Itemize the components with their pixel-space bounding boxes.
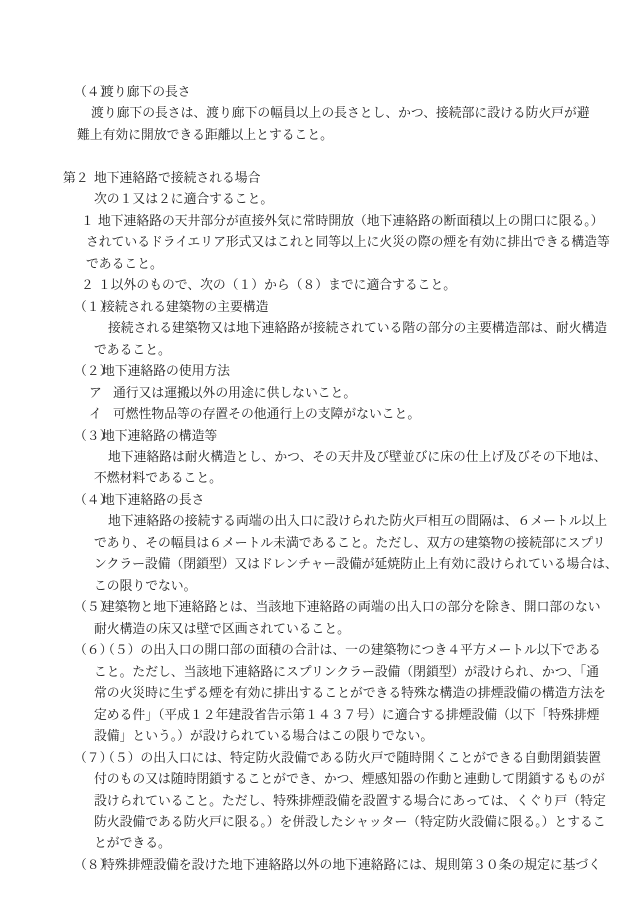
text-segment: （８）: [74, 857, 113, 872]
text-segment: 地下連絡路の接続する両端の出入口に設けられた防火戸相互の間隔は、６メートル以上: [108, 514, 608, 529]
document-line: [0, 232, 630, 253]
document-line: [0, 619, 630, 640]
document-line: [0, 426, 630, 447]
document-line: [0, 576, 630, 597]
document-line: [0, 597, 630, 618]
text-segment: 渡り廊下の長さは、渡り廊下の幅員以上の長さとし、かつ、接続部に設ける防火戸が避: [91, 106, 590, 121]
text-segment: （７）: [74, 750, 113, 765]
document-line: [0, 812, 630, 833]
text-segment: 第２: [63, 170, 89, 185]
text-segment: 地下連絡路で接続される場合: [94, 170, 261, 185]
text-segment: （５）の出入口には、特定防火設備である防火戸で随時開くことができる自動閉鎖装置: [102, 750, 602, 765]
text-segment: （４）: [74, 492, 113, 507]
document-line: [0, 404, 630, 425]
text-segment: ア: [89, 385, 102, 400]
text-segment: であること。: [86, 256, 163, 271]
document-line: [0, 511, 630, 532]
text-segment: 設備」という。）が設けられている場合はこの限りでない。: [94, 729, 434, 744]
text-segment: イ: [89, 407, 102, 422]
document-line: [0, 855, 630, 876]
text-segment: （１）: [74, 299, 113, 314]
document-line: [0, 254, 630, 275]
text-segment: 渡り廊下の長さ: [101, 85, 191, 99]
text-segment: 可燃性物品等の存置その他通行上の支障がないこと。: [113, 407, 421, 422]
text-segment: 特殊排煙設備を設けた地下連絡路以外の地下連絡路には、規則第３０条の規定に基づく: [102, 857, 602, 872]
text-segment: 設けられていること。ただし、特殊排煙設備を設置する場合にあっては、くぐり戸（特定: [94, 793, 606, 808]
document-line: [0, 640, 630, 661]
text-segment: 接続される建築物の主要構造: [102, 299, 269, 314]
text-segment: （２）: [74, 364, 113, 379]
document-line: [0, 683, 630, 704]
text-segment: １: [81, 213, 94, 228]
text-segment: 通行又は運搬以外の用途に供しないこと。: [113, 385, 357, 400]
document-line: [0, 168, 630, 189]
text-segment: ンクラー設備（閉鎖型）又はドレンチャー設備が延焼防止上有効に設けられている場合は、: [94, 557, 618, 572]
text-segment: （３）: [74, 428, 113, 443]
document-line: [0, 833, 630, 854]
text-segment: （６）: [74, 643, 113, 658]
text-segment: 地下連絡路の使用方法: [102, 364, 230, 379]
document-line: [0, 662, 630, 683]
document-line: [0, 748, 630, 769]
text-segment: 建築物と地下連絡路とは、当該地下連絡路の両端の出入口の部分を除き、開口部のない: [102, 600, 601, 615]
document-line: [0, 447, 630, 468]
document-line: [0, 726, 630, 747]
document-line: [0, 340, 630, 361]
document-line: [0, 769, 630, 790]
document-line: [0, 533, 630, 554]
text-segment: （５）: [74, 600, 113, 615]
document-line: [0, 361, 630, 382]
text-segment: 地下連絡路の天井部分が直接外気に常時開放（地下連絡路の断面積以上の開口に限る。）: [98, 213, 604, 228]
document-line: [0, 103, 630, 124]
text-segment: であり、その幅員は６メートル未満であること。ただし、双方の建築物の接続部にスプリ: [94, 535, 606, 550]
text-segment: 付のもの又は随時閉鎖することができ、かつ、煙感知器の作動と連動して閉鎖するものが: [94, 772, 605, 787]
text-segment: 次の１又は２に適合すること。: [94, 192, 274, 207]
document-line: [0, 383, 630, 404]
text-segment: 耐火構造の床又は壁で区画されていること。: [94, 621, 350, 636]
text-segment: （５）の出入口の開口部の面積の合計は、一の建築物につき４平方メートル以下である: [102, 643, 601, 658]
blank-line: [0, 146, 630, 167]
text-segment: この限りでない。: [94, 578, 197, 593]
document-line: [0, 318, 630, 339]
text-segment: 地下連絡路の長さ: [102, 492, 205, 507]
text-segment: こと。ただし、当該地下連絡路にスプリンクラー設備（閉鎖型）が設けられ、かつ、「通: [94, 664, 599, 679]
text-segment: 不燃材料であること。: [94, 471, 222, 486]
text-segment: 接続される建築物又は地下連絡路が接続されている階の部分の主要構造部は、耐火構造: [108, 321, 608, 336]
document-line: [0, 125, 630, 146]
text-segment: とができる。: [94, 836, 171, 851]
text-segment: されているドライエリア形式又はこれと同等以上に火災の際の煙を有効に排出できる構造等: [86, 235, 610, 250]
text-segment: 防火設備である防火戸に限る。）を併設したシャッター（特定防火設備に限る。）とするこ: [94, 814, 606, 829]
document-line: [0, 275, 630, 296]
document-line: [0, 490, 630, 511]
text-segment: 難上有効に開放できる距離以上とすること。: [77, 127, 333, 142]
document-line: [0, 468, 630, 489]
text-segment: 地下連絡路は耐火構造とし、かつ、その天井及び壁並びに床の仕上げ及びその下地は、: [108, 449, 607, 464]
text-segment: 地下連絡路の構造等: [102, 428, 218, 443]
document-line: [0, 189, 630, 210]
document-line: [0, 297, 630, 318]
text-segment: ２: [81, 278, 94, 293]
document-line: [0, 705, 630, 726]
document-line: [0, 82, 630, 103]
text-segment: １以外のもので、次の（１）から（８）までに適合すること。: [98, 278, 457, 293]
text-segment: であること。: [94, 342, 171, 357]
text-segment: 常の火災時に生ずる煙を有効に排出することができる特殊な構造の排煙設備の構造方法を: [94, 686, 606, 701]
document-line: [0, 791, 630, 812]
document-line: [0, 211, 630, 232]
document-line: [0, 554, 630, 575]
text-segment: 定める件」（平成１２年建設省告示第１４３７号）に適合する排煙設備（以下「特殊排煙: [94, 707, 600, 722]
text-segment: （４）: [74, 85, 113, 99]
